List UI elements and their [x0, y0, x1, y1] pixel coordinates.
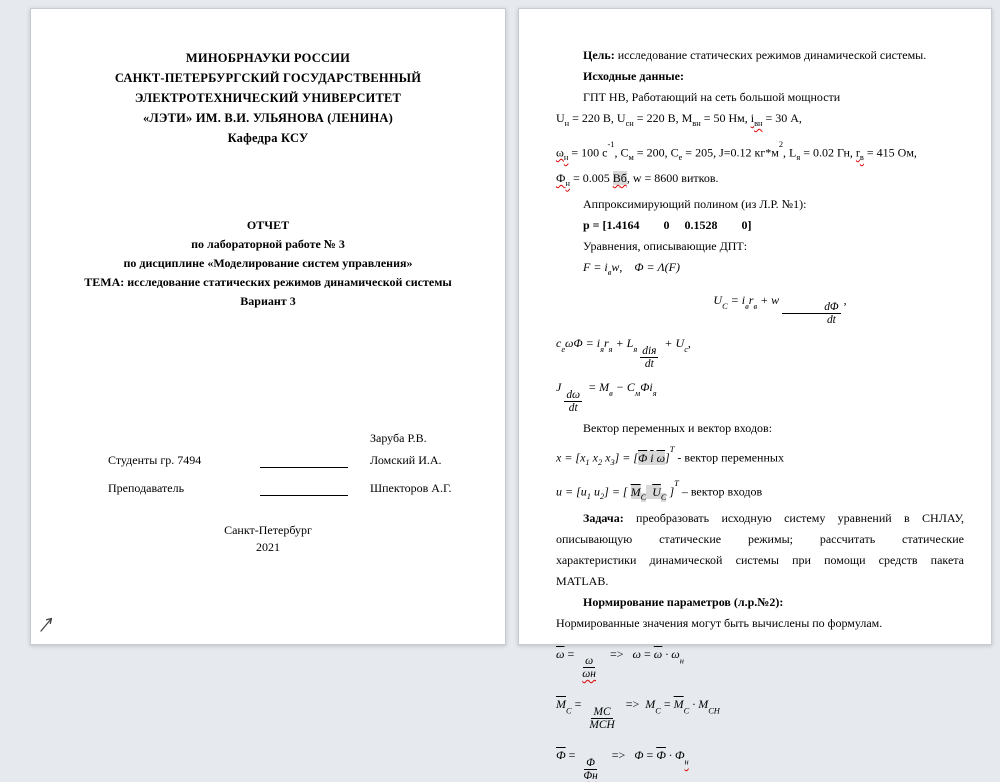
signature-line — [260, 454, 348, 468]
signature-row — [31, 446, 505, 468]
paragraph-task-1: Задача: преобразовать исходную систему уравнений в СНЛАУ, — [583, 510, 964, 525]
equation-armature: $c_е\omega\Phi = i_яr_я + L_я$ $\frac{\text{diя}}{dt}$ + $U_c$, — [556, 336, 691, 370]
formula-flux: Ф = $\frac{\Phi}{\Phi н}$ => $\Phi = Ф \cdot Ф_н$ — [556, 748, 689, 782]
students-label: Студенты гр. 7494 — [108, 453, 202, 467]
signatures-block — [31, 429, 505, 496]
equation-uc: $U_C = i_вr_в + w$ $\frac{d\Phi}{dt}$ , — [713, 292, 847, 327]
paragraph-task-3: характеристики динамической системы при помощи средств пакета — [556, 552, 964, 567]
paragraph-equations: Уравнения, описывающие ДПТ: — [583, 238, 748, 253]
student-name-1: Заруба Р.В. — [370, 431, 427, 445]
paragraph-task-4: MATLAB. — [556, 573, 609, 588]
teacher-name: Шпекторов А.Г. — [370, 481, 452, 495]
university-header — [31, 9, 505, 148]
report-title: ОТЧЕТ — [246, 218, 290, 232]
signature-line — [260, 433, 348, 446]
report-subtitle: по лабораторной работе № 3 — [191, 237, 345, 251]
paragraph-input-data: Исходные данные: — [583, 69, 684, 83]
formula-omega: $\overline{\omega}$ = $\frac{\omega}{\omega н}$ => $\omega = \overline{\omega} \cdot \omega_н$ — [556, 646, 684, 681]
student-name-2: Ломский И.А. — [370, 453, 442, 467]
header-line: САНКТ-ПЕТЕРБУРГСКИЙ ГОСУДАРСТВЕННЫЙ — [114, 71, 422, 85]
header-line: Кафедра КСУ — [227, 131, 309, 145]
header-line: ЭЛЕКТРОТЕХНИЧЕСКИЙ УНИВЕРСИТЕТ — [134, 91, 402, 105]
paragraph-task-2: описывающую статические режимы; рассчитать статические — [556, 531, 964, 546]
signature-row — [31, 468, 505, 496]
report-title-block — [31, 216, 505, 311]
polynomial-values: p = [1.4164 0 0.1528 0] — [583, 217, 752, 232]
teacher-label: Преподаватель — [108, 481, 185, 495]
equation-flux: $F = i_вw$, Φ = Λ(F) — [583, 259, 681, 277]
formula-moment: $М_С$ = $\frac{МС}{\text{МСН}}$ => $М_С = М_С \cdot М_{СН}$ — [556, 697, 720, 732]
paragraph-goal: Цель: исследование статических режимов динамической системы. — [583, 48, 927, 62]
signature-row — [31, 429, 505, 446]
signature-line — [260, 482, 348, 496]
paragraph-normalization: Нормированные значения могут быть вычислены по формулам. — [556, 615, 883, 630]
input-vector: $u = [u_1$ $u_2$] = [ $М_С$ $\overline{U}_C$ ]$^T$ – вектор входов — [556, 479, 763, 502]
footer-year: 2021 — [256, 540, 280, 554]
equation-motion: J $\frac{d\omega}{dt}$ = $М_в - С_м\Phi i_я$ — [556, 380, 657, 414]
draw-cursor-icon — [39, 615, 55, 638]
params-line-2: $\omega_н = 100$ $с^{-1}$, $С_м = 200$, $С_е = 205$, J=0.12 $кг*м^2$, $L_я = 0.02$ Гн, $r_в = 415$ Ом, — [556, 139, 917, 162]
footer-block — [31, 522, 505, 556]
heading-normalization: Нормирование параметров (л.р.№2): — [583, 594, 784, 609]
report-theme: ТЕМА: исследование статических режимов динамической системы — [84, 275, 452, 289]
header-line: МИНОБРНАУКИ РОССИИ — [185, 51, 351, 65]
header-line: «ЛЭТИ» ИМ. В.И. УЛЬЯНОВА (ЛЕНИНА) — [142, 111, 394, 125]
params-line-3: $Ф_н = 0.005$ Вб, w = 8600 витков. — [556, 170, 719, 188]
paragraph-polynomial: Аппроксимирующий полином (из Л.Р. №1): — [583, 196, 807, 211]
paragraph-machine: ГПТ НВ, Работающий на сеть большой мощности — [583, 90, 841, 104]
state-vector: $x = [x_1$ $x_2$ $x_3] = [\overline{\Phi}$ $\overline{i}$ $\overline{\omega}]^T$ - вектор переменных — [556, 445, 784, 468]
report-discipline: по дисциплине «Моделирование систем управления» — [123, 256, 413, 270]
footer-city: Санкт-Петербург — [224, 523, 312, 537]
params-line-1: $U_н = 220$ В, $U_{сн} = 220$ В, $М_{вн} = 50$ Нм, $i_{вн} = 30$ А, — [556, 111, 802, 128]
document-page-2[interactable] — [518, 8, 992, 782]
document-page-1[interactable] — [30, 8, 506, 645]
report-variant: Вариант 3 — [240, 294, 296, 308]
paragraph-vectors: Вектор переменных и вектор входов: — [583, 421, 773, 436]
